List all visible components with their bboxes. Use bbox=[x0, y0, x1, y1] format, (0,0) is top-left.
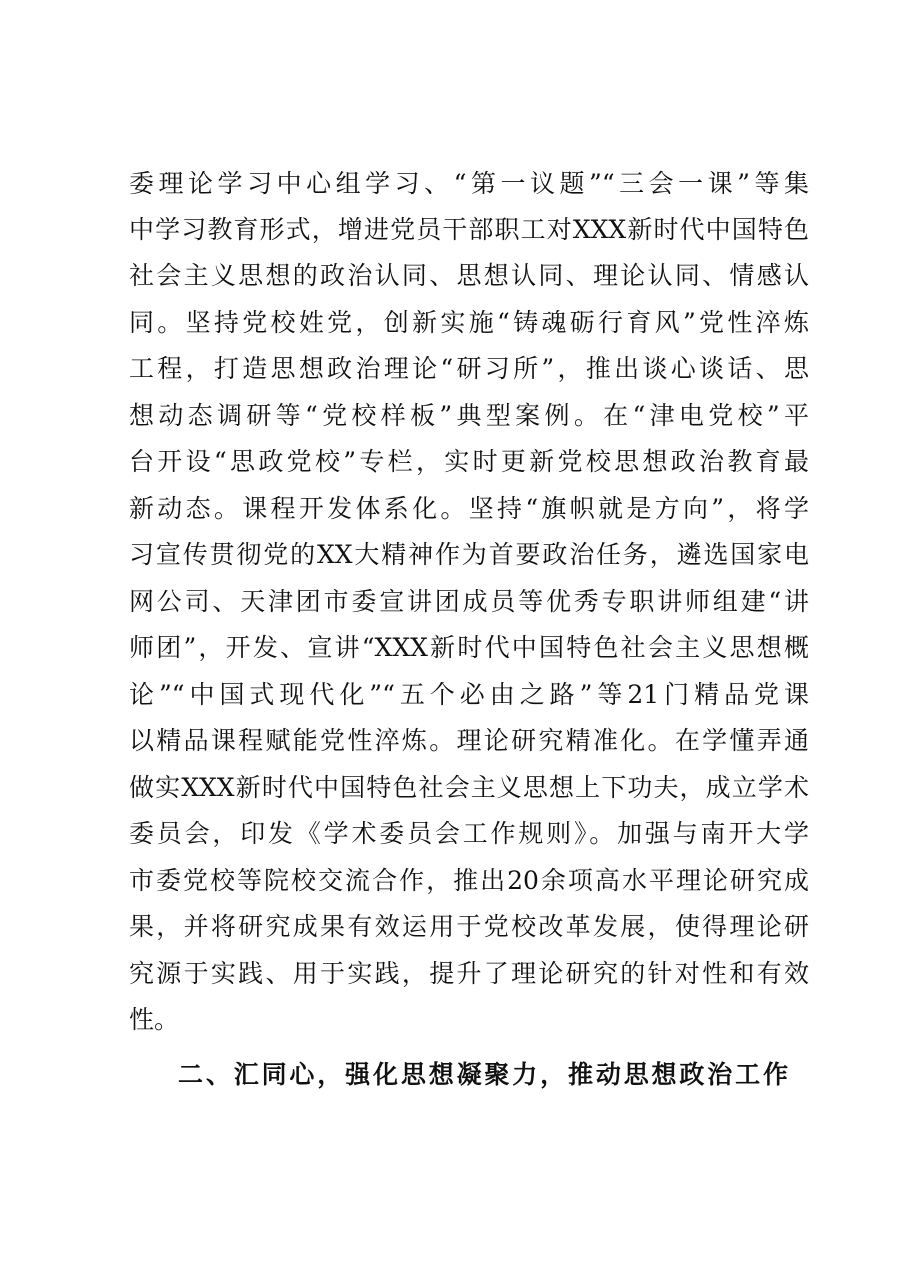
paragraph-line: 台开设“思政党校”专栏，实时更新党校思想政治教育最 bbox=[129, 447, 809, 476]
paragraph-line: 委员会，印发《学术委员会工作规则》。加强与南开大学 bbox=[129, 819, 809, 848]
paragraph-line: 网公司、天津团市委宣讲团成员等优秀专职讲师组建“讲 bbox=[129, 587, 809, 616]
paragraph-line: 做实XXX新时代中国特色社会主义思想上下功夫，成立学术 bbox=[129, 773, 809, 802]
paragraph-line: 同。坚持党校姓党，创新实施“铸魂砺行育风”党性淬炼 bbox=[129, 308, 809, 337]
paragraph-line: 工程，打造思想政治理论“研习所”，推出谈心谈话、思 bbox=[129, 354, 809, 383]
paragraph-line: 师团”，开发、宣讲“XXX新时代中国特色社会主义思想概 bbox=[129, 633, 809, 662]
paragraph-line: 中学习教育形式，增进党员干部职工对XXX新时代中国特色 bbox=[129, 215, 809, 244]
paragraph-line: 究源于实践、用于实践，提升了理论研究的针对性和有效 bbox=[129, 959, 809, 988]
section-heading: 二、汇同心，强化思想凝聚力，推动思想政治工作 bbox=[178, 1060, 788, 1089]
paragraph-line: 论”“中国式现代化”“五个必由之路”等21门精品党课 bbox=[129, 680, 809, 709]
paragraph-line: 习宣传贯彻党的XX大精神作为首要政治任务，遴选国家电 bbox=[129, 540, 809, 569]
paragraph-line: 以精品课程赋能党性淬炼。理论研究精准化。在学懂弄通 bbox=[129, 726, 809, 755]
paragraph-line: 社会主义思想的政治认同、思想认同、理论认同、情感认 bbox=[129, 261, 809, 290]
paragraph-line: 果，并将研究成果有效运用于党校改革发展，使得理论研 bbox=[129, 912, 809, 941]
paragraph-line: 新动态。课程开发体系化。坚持“旗帜就是方向”，将学 bbox=[129, 494, 809, 523]
paragraph-line: 委理论学习中心组学习、“第一议题”“三会一课”等集 bbox=[129, 169, 809, 198]
paragraph-line: 想动态调研等“党校样板”典型案例。在“津电党校”平 bbox=[129, 401, 809, 430]
paragraph-line: 性。 bbox=[129, 1005, 180, 1034]
paragraph-line: 市委党校等院校交流合作，推出20余项高水平理论研究成 bbox=[129, 866, 809, 895]
